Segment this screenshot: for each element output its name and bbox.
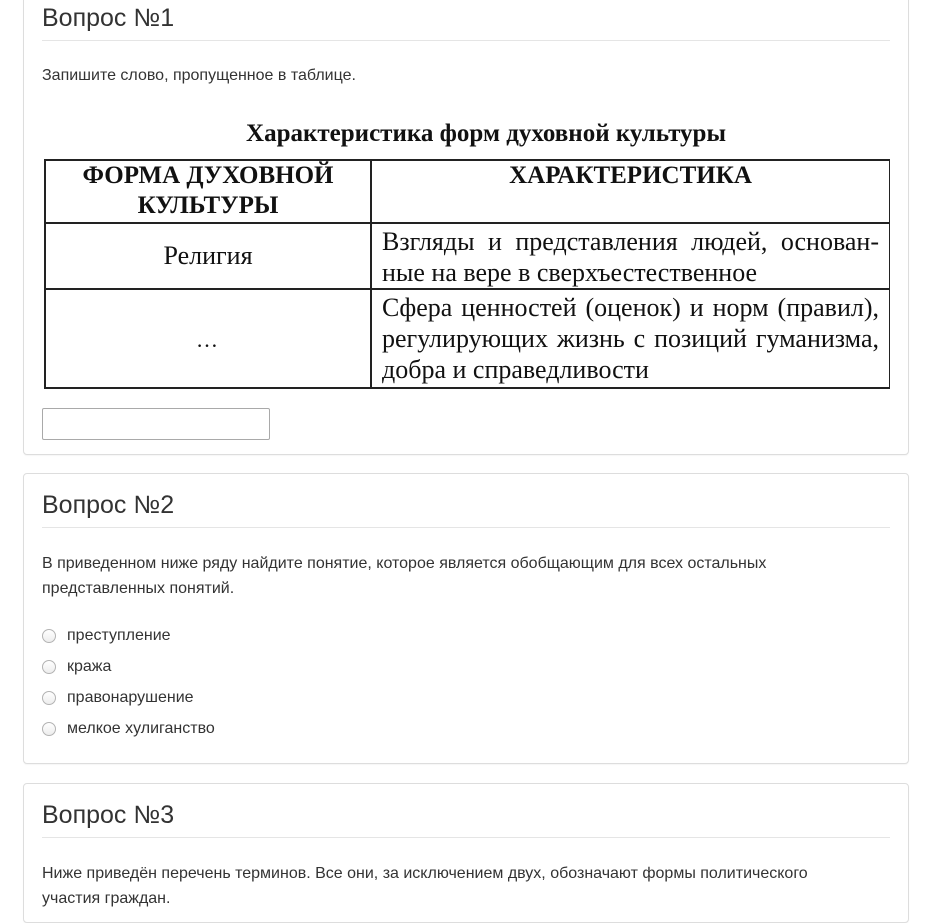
question-title: Вопрос №3 — [42, 800, 890, 838]
radio-button[interactable] — [42, 660, 56, 674]
answer-option-label: мелкое хулиганство — [67, 719, 215, 737]
answer-option[interactable] — [42, 651, 215, 682]
answer-options — [42, 620, 215, 744]
table-caption: Характеристика форм духовной культуры — [246, 120, 726, 147]
answer-option[interactable] — [42, 713, 215, 744]
question-title: Вопрос №1 — [42, 3, 890, 41]
table-cell-form-missing — [45, 289, 371, 388]
answer-option[interactable] — [42, 682, 215, 713]
question-prompt: Запишите слово, пропущенное в таблице. — [42, 67, 356, 84]
table-row — [45, 289, 890, 388]
radio-button[interactable] — [42, 691, 56, 705]
question-prompt: Ниже приведён перечень терминов. Все они, за исключением двух, обозначают формы политического участия граждан. — [42, 865, 808, 907]
missing-word-ellipsis: … — [196, 326, 220, 352]
table-header-characteristic: ХАРАКТЕРИСТИКА — [371, 160, 890, 223]
question-table — [44, 159, 890, 389]
answer-option-label: кража — [67, 657, 112, 675]
question-panel-3 — [23, 783, 909, 923]
table-row — [45, 223, 890, 289]
answer-option[interactable] — [42, 620, 215, 651]
question-title: Вопрос №2 — [42, 490, 890, 528]
question-table-image — [42, 119, 890, 389]
question-prompt: В приведенном ниже ряду найдите понятие, которое является обобщающим для всех остальных представленных понятий. — [42, 555, 767, 597]
table-cell-characteristic: Сфера ценностей (оценок) и норм (правил), регулирующих жизнь с позиций гуманизма, добра и справедливости — [371, 289, 890, 388]
answer-option-label: преступление — [67, 626, 171, 644]
radio-button[interactable] — [42, 722, 56, 736]
table-cell-characteristic: Взгляды и представления людей, основан-ные на вере в сверхъестественное — [371, 223, 890, 289]
radio-button[interactable] — [42, 629, 56, 643]
table-cell-form: Религия — [45, 223, 371, 289]
question-panel-1 — [23, 0, 909, 455]
answer-option-label: правонарушение — [67, 688, 194, 706]
answer-input[interactable] — [42, 408, 270, 440]
question-panel-2 — [23, 473, 909, 764]
table-header-form: ФОРМА ДУХОВНОЙ КУЛЬТУРЫ — [45, 160, 371, 223]
